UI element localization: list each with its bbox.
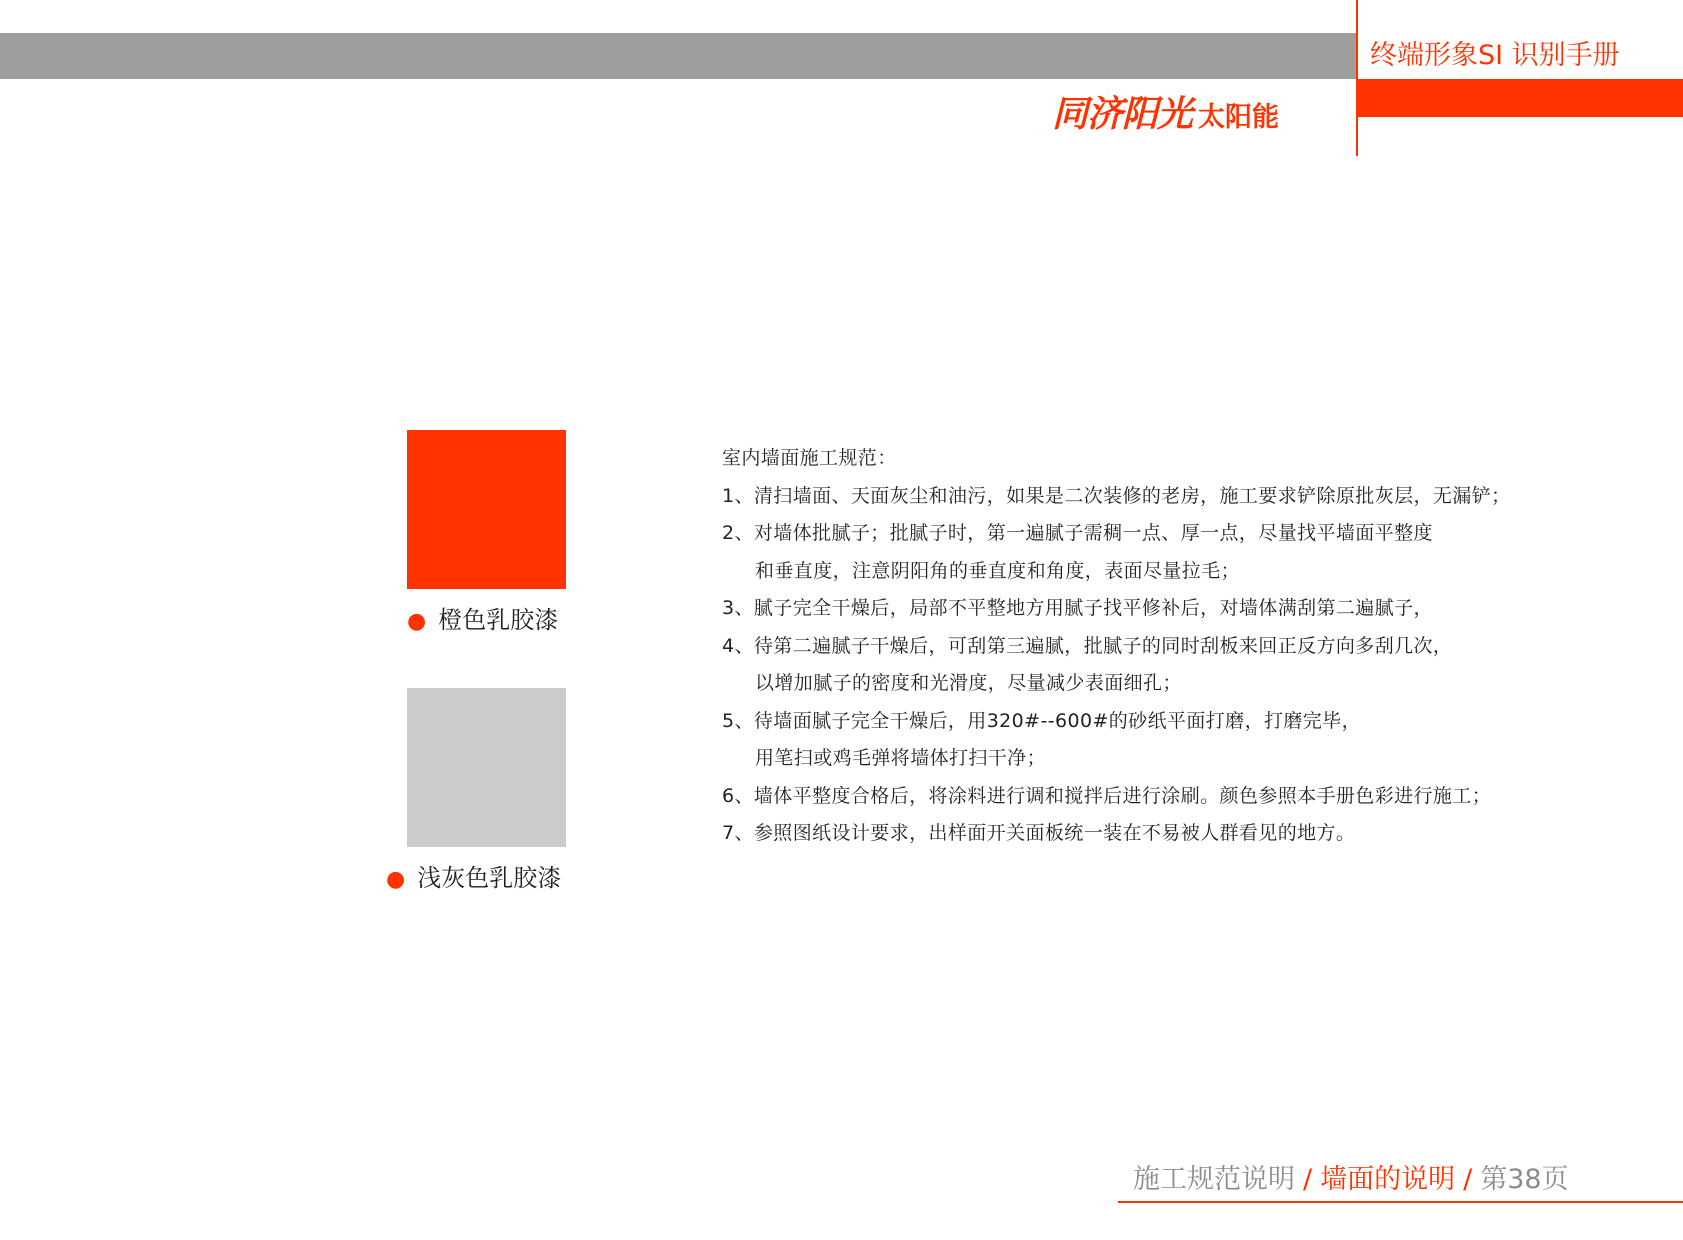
- orange-paint-swatch: [407, 430, 566, 589]
- spec-item-4-continued: 以增加腻子的密度和光滑度，尽量减少表面细孔；: [755, 672, 1182, 694]
- orange-paint-label: [407, 604, 558, 638]
- spec-item-4: 4、待第二遍腻子干燥后，可刮第三遍腻，批腻子的同时刮板来回正反方向多刮几次，: [722, 634, 1453, 657]
- footer-underline: [1118, 1201, 1683, 1203]
- footer-breadcrumb: [1133, 1160, 1569, 1200]
- spec-item-5-continued: 用笔扫或鸡毛弹将墙体打扫干净；: [755, 747, 1047, 769]
- footer-separator: /: [1463, 1164, 1473, 1195]
- orange-paint-text: 橙色乳胶漆: [438, 606, 559, 634]
- spec-item-3: 3、腻子完全干燥后，局部不平整地方用腻子找平修补后，对墙体满刮第二遍腻子，: [722, 597, 1433, 619]
- page-number: 第38页: [1480, 1164, 1569, 1195]
- spec-heading: 室内墙面施工规范：: [722, 447, 897, 469]
- gray-paint-swatch: [407, 688, 566, 847]
- spec-item-6: 6、墙体平整度合格后，将涂料进行调和搅拌后进行涂刷。颜色参照本手册色彩进行施工；: [722, 784, 1492, 807]
- spec-item-2-continued: 和垂直度，注意阴阳角的垂直度和角度，表面尽量拉毛；: [755, 559, 1241, 582]
- spec-item-7: 7、参照图纸设计要求，出样面开关面板统一装在不易被人群看见的地方。: [722, 822, 1356, 844]
- manual-title: 终端形象SI 识别手册: [1370, 40, 1620, 71]
- header-gray-band: [0, 33, 1358, 79]
- bullet-icon: ●: [407, 609, 427, 634]
- gray-paint-text: 浅灰色乳胶漆: [417, 864, 562, 892]
- header-orange-band: [1358, 79, 1683, 117]
- footer-separator: /: [1303, 1164, 1313, 1195]
- brand-logo: [1052, 86, 1280, 135]
- brand-name: 同济阳光: [1052, 94, 1193, 135]
- spec-item-1: 1、清扫墙面、天面灰尘和油污，如果是二次装修的老房，施工要求铲除原批灰层，无漏铲；: [722, 484, 1511, 507]
- spec-item-5: 5、待墙面腻子完全干燥后，用320#--600#的砂纸平面打磨，打磨完毕，: [722, 709, 1361, 732]
- gray-paint-label: [386, 862, 561, 896]
- wall-construction-spec: [722, 440, 1682, 853]
- spec-item-2: 2、对墙体批腻子；批腻子时，第一遍腻子需稠一点、厚一点，尽量找平墙面平整度: [722, 522, 1433, 544]
- brand-suffix: 太阳能: [1198, 102, 1280, 133]
- header-divider-line: [1356, 0, 1358, 156]
- footer-section: 施工规范说明: [1133, 1164, 1295, 1195]
- bullet-icon: ●: [386, 867, 406, 892]
- footer-current: 墙面的说明: [1320, 1164, 1456, 1195]
